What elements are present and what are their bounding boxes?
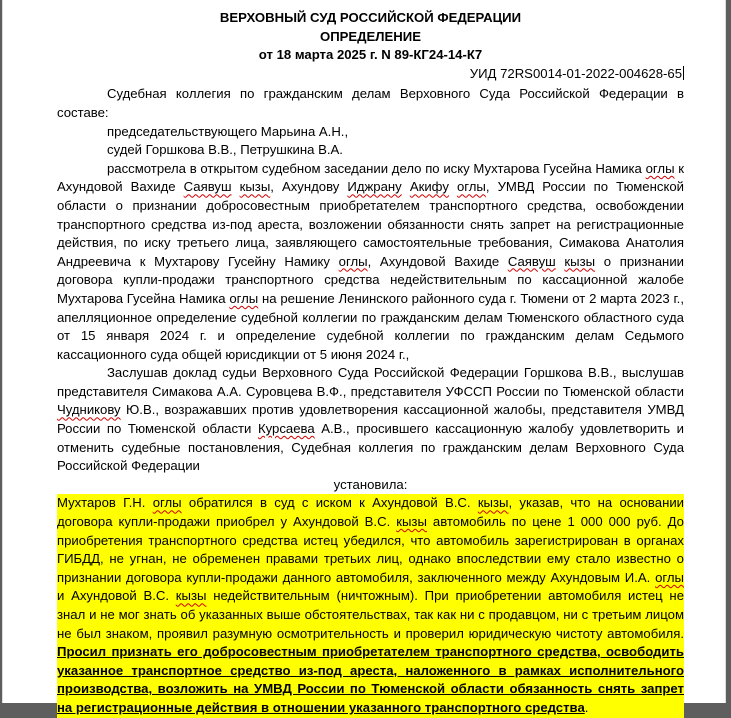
spellcheck-word[interactable]: оглы	[645, 160, 675, 176]
spellcheck-word[interactable]: кызы	[477, 495, 509, 511]
text-run	[449, 179, 457, 194]
court-title: ВЕРХОВНЫЙ СУД РОССИЙСКОЙ ФЕДЕРАЦИИ	[219, 10, 522, 25]
text-run: Заслушав доклад судьи Верховного Суда Российской Федерации Горшкова В.В., выслушав представителя Симакова А.А. Суровцева В.Ф., представителя УФССП России по Тюменской области	[57, 365, 684, 399]
text-run: рассмотрела в открытом судебном заседании дело по иску Мухтарова Гусейна Намика	[107, 160, 646, 176]
claim-request-emphasis: Просил признать его добросовестным приобретателем транспортного средства, освободить указанное транспортное средство из-под ареста, наложенного в рамках исполнительного производства, возложить на УМВД России по Тюменской области обязанность снять запрет на регистрационные действия в отношении указанного транспортного средства	[57, 644, 684, 715]
spellcheck-word[interactable]: Саявуш	[183, 179, 232, 195]
judges-list: судей Горшкова В.В., Петрушкина В.А.	[107, 142, 343, 158]
spellcheck-word[interactable]: Иджрану	[347, 179, 402, 195]
spellcheck-word[interactable]: оглы	[229, 290, 259, 306]
document-body	[57, 9, 684, 718]
text-cursor	[683, 66, 684, 80]
text-run: к Ахундовой Вахиде	[57, 160, 685, 195]
document-type: ОПРЕДЕЛЕНИЕ	[319, 28, 421, 44]
spellcheck-word[interactable]: Чудникову	[57, 402, 121, 418]
text-run: о признании договора купли-продажи транспортного средства недействительным по кассационной жалобе Мухтарова Гусейна Намика	[57, 253, 684, 306]
spellcheck-word[interactable]: Курсаева	[257, 421, 315, 437]
text-run: на решение Ленинского районного суда г. Тюмени от 2 марта 2023 г., апелляционное определение судебной коллегии по гражданским делам Тюменского областного суда от 15 января 2024 г. и определение судебной коллегии по гражданским делам Седьмого кассационного суда общей юрисдикции от 5 июня 2024 г.,	[57, 290, 684, 362]
spellcheck-word[interactable]: кызы	[396, 514, 427, 530]
document-date-number: от 18 марта 2025 г. N 89-КГ24-14-К7	[258, 47, 483, 63]
spellcheck-word[interactable]: Саявуш	[507, 253, 556, 269]
text-run: Мухтаров Г.Н.	[57, 495, 153, 511]
text-run: обратился в суд с иском к Ахундовой В.С.	[181, 495, 478, 511]
text-run	[402, 179, 410, 194]
spellcheck-word[interactable]: оглы	[338, 253, 368, 269]
claim-paragraph-highlighted	[57, 494, 684, 717]
text-run: , Ахундову	[270, 179, 348, 195]
spellcheck-word[interactable]: оглы	[655, 569, 684, 585]
case-uid-text: УИД 72RS0014-01-2022-004628-65	[469, 65, 682, 81]
spellcheck-word[interactable]: Акифу	[409, 179, 449, 195]
spellcheck-word[interactable]: кызы	[564, 253, 596, 269]
text-run: недействительным (ничтожным). При приобретении автомобиля истец не знал и не мог знать об указанных выше обстоятельствах, так как ни с продавцом, ни с третьим лицом не был знаком, проявил разумную осмотрительность и проверил юридическую чистоту автомобиля.	[57, 588, 684, 641]
text-run: автомобиль по цене 1 000 000 руб. До приобретения транспортного средства истец убедился, что автомобиль зарегистрирован в органах ГИБДД, не угнан, не обременен правами третьих лиц, однако впоследствии ему стало известно о признании договора купли-продажи данного автомобиля, заключенного между Ахундовым И.А.	[57, 514, 684, 585]
case-uid	[57, 65, 684, 84]
spellcheck-word[interactable]: оглы	[456, 179, 486, 195]
collegium-paragraph: Судебная коллегия по гражданским делам Верховного Суда Российской Федерации в составе:	[57, 86, 684, 120]
text-run: Ю.В., возражавших против удовлетворения кассационной жалобы, представителя УМВД России по Тюменской области	[57, 402, 684, 437]
spellcheck-word[interactable]: кызы	[175, 588, 207, 604]
text-run: , Ахундовой Вахиде	[367, 253, 508, 269]
text-run	[232, 179, 240, 194]
case-paragraph	[57, 160, 684, 365]
text-run: , УМВД России по Тюменской области о признании добросовестным приобретателем транспортного средства, освобождении транспортного средства из-под ареста, возложении обязанности снять запрет на регистрационные действия, по иску третьего лица, заявляющего самостоятельные требования, Симакова Анатолия Андреевича к Мухтарову Гусейну Намику	[57, 179, 684, 269]
presiding-judge: председательствующего Марьина А.Н.,	[107, 123, 349, 139]
text-run: А.В., просившего кассационную жалобу удовлетворить и отменить судебные постановления, Судебная коллегия по гражданским делам Верховного Суда Российской Федерации	[57, 421, 684, 474]
hearing-paragraph	[57, 364, 684, 476]
text-run: , указав, что на основании договора купли-продажи приобрел у Ахундовой В.С.	[57, 495, 685, 530]
document-page	[2, 0, 726, 715]
spellcheck-word[interactable]: оглы	[152, 495, 182, 511]
text-run: и Ахундовой В.С.	[57, 588, 176, 604]
established-heading: установила:	[333, 476, 408, 492]
text-run: .	[584, 699, 589, 715]
spellcheck-word[interactable]: кызы	[239, 179, 271, 195]
